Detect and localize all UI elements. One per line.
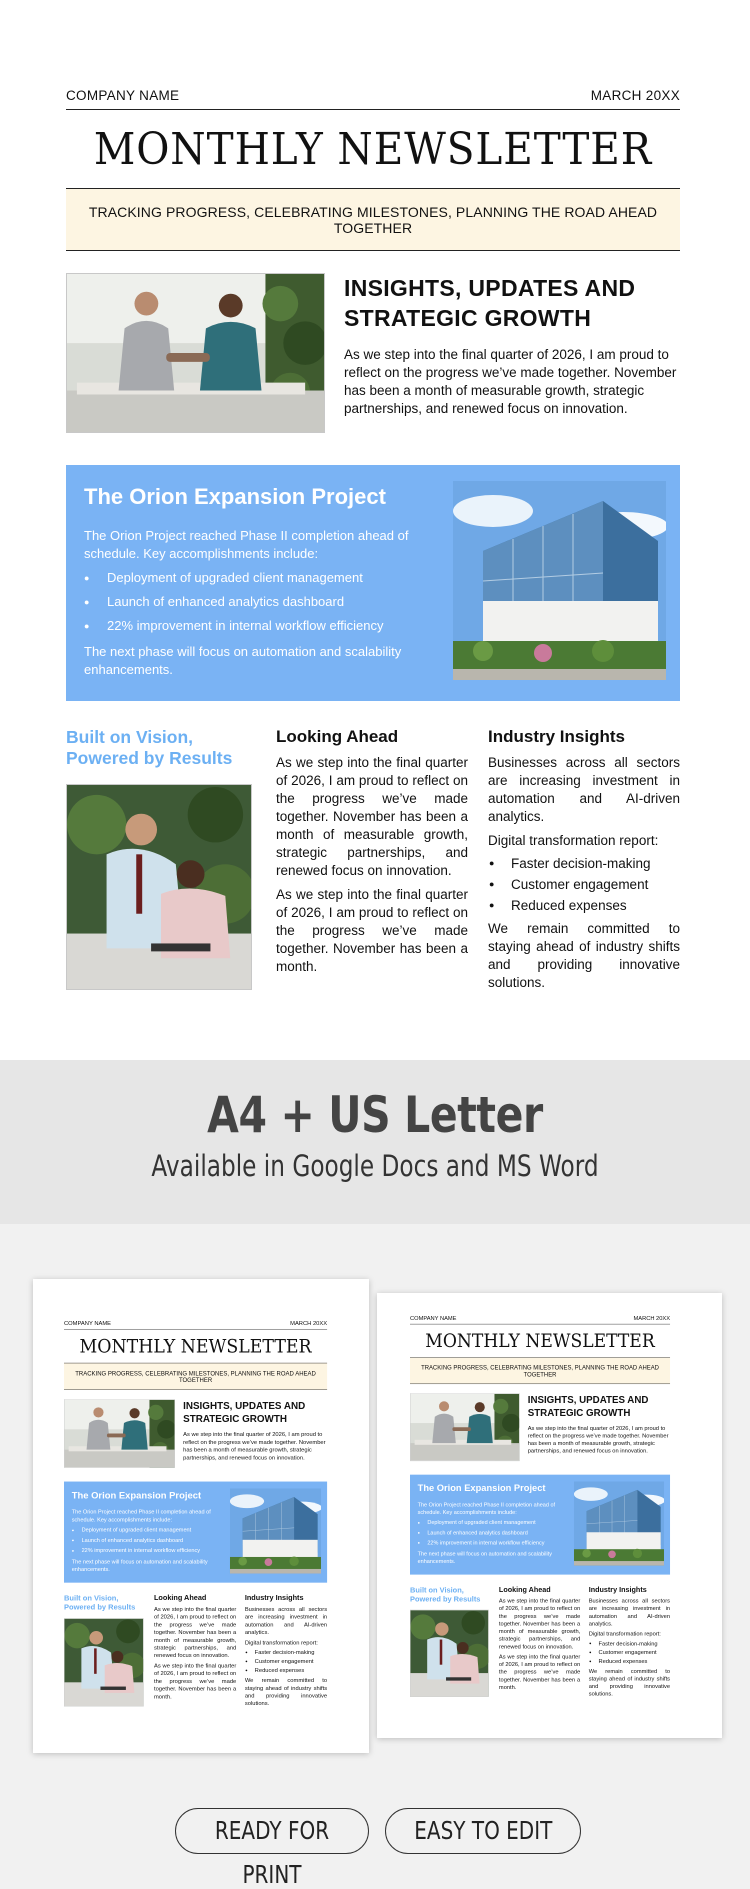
intro-section [64,1399,327,1468]
industry-text-1: Businesses across all sectors are increasing investment in automation and AI-driven analytics. [244,1605,328,1636]
ready-for-print-button[interactable] [175,1808,369,1889]
orion-heading: The Orion Expansion Project [71,1489,202,1501]
three-column-section [410,1586,670,1701]
intro-text: As we step into the final quarter of 2026, I am proud to reflect on the progress we’ve made together. November has been a month of measurable growth, strategic partnerships, and renewed focus on innovation. [527,1424,669,1454]
company-name: COMPANY NAME [410,1315,457,1322]
looking-ahead-heading: Looking Ahead [153,1593,207,1602]
us-letter-preview-thumbnail [377,1293,722,1738]
list-item: ● Customer engagement [488,874,680,895]
intro-section [410,1393,670,1461]
three-column-section [64,1594,327,1710]
vision-heading: Built on Vision, Powered by Results [66,727,233,768]
looking-ahead-text-1: As we step into the final quarter of 2026, I am proud to reflect on the progress we’ve made together. November has been a month of measurable growth, strategic partnerships, and renewed focus on innovation. [153,1605,237,1659]
orion-closing: The next phase will focus on automation and scalability enhancements. [71,1558,208,1573]
looking-ahead-text-2: As we step into the final quarter of 2026, I am proud to reflect on the progress we’ve made together. November has been a month. [153,1662,237,1700]
availability-text: Available in Google Docs and MS Word [151,1149,599,1183]
list-item: ● Reduced expenses [488,895,680,916]
industry-text-1: Businesses across all sectors are increasing investment in automation and AI-driven analytics. [488,755,680,824]
office-building-photo [453,481,666,680]
list-item: ● Launch of enhanced analytics dashboard [84,590,439,614]
issue-date: MARCH 20XX [590,88,680,103]
list-item: ● 22% improvement in internal workflow efficiency [418,1538,568,1548]
industry-text-2: We remain committed to staying ahead of industry shifts and providing innovative solutions. [588,1667,671,1697]
looking-ahead-heading: Looking Ahead [498,1585,551,1594]
industry-insights-heading: Industry Insights [488,727,625,746]
report-label: Digital transformation report: [244,1639,318,1646]
newsletter-title: MONTHLY NEWSLETTER [425,1330,655,1352]
orion-section [410,1475,670,1575]
orion-closing: The next phase will focus on automation and scalability enhancements. [84,644,402,677]
list-item: ● Reduced expenses [245,1666,327,1675]
list-item: ● 22% improvement in internal workflow efficiency [72,1545,224,1555]
list-item: ● Deployment of upgraded client management [418,1517,568,1527]
tagline-banner: TRACKING PROGRESS, CELEBRATING MILESTONES, PLANNING THE ROAD AHEAD TOGETHER [66,188,680,251]
list-item: ● Faster decision-making [589,1639,670,1648]
intro-text: As we step into the final quarter of 2026, I am proud to reflect on the progress we’ve made together. November has been a month of measurable growth, strategic partnerships, and renewed focus on innovation. [183,1430,326,1461]
header-line [66,88,680,110]
team-meeting-photo [64,1618,144,1706]
three-column-section [66,727,680,998]
handshake-photo [410,1393,520,1461]
orion-text: The Orion Project reached Phase II completion ahead of schedule. Key accomplishments include: [71,1508,211,1523]
easy-to-edit-button[interactable] [385,1808,581,1854]
industry-text-2: We remain committed to staying ahead of industry shifts and providing innovative solutions. [244,1676,328,1707]
team-meeting-photo [410,1610,489,1697]
formats-heading: A4 + US Letter [207,1086,543,1144]
orion-list [418,1517,568,1547]
handshake-photo [66,273,325,433]
intro-text: As we step into the final quarter of 2026, I am proud to reflect on the progress we’ve made together. November has been a month of measurable growth, strategic partnerships, and renewed focus on innovation. [344,347,677,416]
vision-heading: Built on Vision, Powered by Results [64,1593,136,1612]
issue-date: MARCH 20XX [290,1320,328,1327]
report-list [488,853,680,916]
list-item: ● Faster decision-making [488,853,680,874]
office-building-photo [230,1488,321,1573]
company-name: COMPANY NAME [64,1320,112,1327]
orion-section [64,1482,327,1583]
industry-insights-heading: Industry Insights [244,1593,304,1602]
industry-text-1: Businesses across all sectors are increasing investment in automation and AI-driven analytics. [588,1597,671,1627]
list-item: ● Launch of enhanced analytics dashboard [418,1528,568,1538]
list-item: ● Customer engagement [245,1657,327,1666]
looking-ahead-text-1: As we step into the final quarter of 2026, I am proud to reflect on the progress we’ve made together. November has been a month of measurable growth, strategic partnerships, and renewed focus on innovation. [276,755,468,878]
industry-text-2: We remain committed to staying ahead of industry shifts and providing innovative solutions. [488,921,680,990]
looking-ahead-text-2: As we step into the final quarter of 2026, I am proud to reflect on the progress we’ve made together. November has been a month. [498,1653,581,1691]
list-item: ● 22% improvement in internal workflow efficiency [84,614,439,638]
report-label: Digital transformation report: [588,1630,661,1637]
easy-to-edit-label: EASY TO EDIT [413,1816,553,1845]
list-item: ● Deployment of upgraded client management [72,1525,224,1535]
list-item: ● Reduced expenses [589,1657,670,1666]
office-building-photo [574,1481,664,1565]
format-banner [0,1060,750,1224]
looking-ahead-heading: Looking Ahead [276,727,399,746]
team-meeting-photo [66,784,252,990]
intro-section [66,273,680,433]
orion-list [84,566,439,638]
orion-section [66,465,680,701]
header-line [410,1315,670,1324]
report-label: Digital transformation report: [488,833,659,848]
intro-heading: INSIGHTS, UPDATES AND STRATEGIC GROWTH [527,1394,649,1418]
list-item: ● Faster decision-making [245,1648,327,1657]
intro-heading: INSIGHTS, UPDATES AND STRATEGIC GROWTH [183,1400,306,1425]
report-list [245,1648,327,1675]
looking-ahead-text-2: As we step into the final quarter of 2026, I am proud to reflect on the progress we’ve made together. November has been a month. [276,887,468,974]
report-list [589,1639,670,1666]
tagline-banner: TRACKING PROGRESS, CELEBRATING MILESTONES, PLANNING THE ROAD AHEAD TOGETHER [410,1357,670,1384]
company-name: COMPANY NAME [66,88,180,103]
list-item: ● Deployment of upgraded client management [84,566,439,590]
vision-heading: Built on Vision, Powered by Results [410,1585,481,1603]
newsletter-title: MONTHLY NEWSLETTER [93,124,653,175]
handshake-photo [64,1399,175,1468]
list-item: ● Launch of enhanced analytics dashboard [72,1535,224,1545]
list-item: ● Customer engagement [589,1648,670,1657]
industry-insights-heading: Industry Insights [588,1585,647,1594]
intro-heading: INSIGHTS, UPDATES AND STRATEGIC GROWTH [344,275,636,331]
orion-heading: The Orion Expansion Project [84,484,386,509]
header-line [64,1320,327,1329]
orion-list [72,1525,224,1556]
orion-closing: The next phase will focus on automation and scalability enhancements. [417,1550,552,1565]
issue-date: MARCH 20XX [633,1315,671,1322]
newsletter-title: MONTHLY NEWSLETTER [79,1335,312,1358]
a4-preview-thumbnail [33,1279,369,1753]
orion-text: The Orion Project reached Phase II completion ahead of schedule. Key accomplishments include: [84,528,409,561]
ready-for-print-label: READY FOR PRINT [214,1816,330,1889]
looking-ahead-text-1: As we step into the final quarter of 2026, I am proud to reflect on the progress we’ve made together. November has been a month of measurable growth, strategic partnerships, and renewed focus on innovation. [498,1597,581,1650]
newsletter-page [66,88,680,998]
tagline-banner: TRACKING PROGRESS, CELEBRATING MILESTONES, PLANNING THE ROAD AHEAD TOGETHER [64,1363,327,1390]
orion-text: The Orion Project reached Phase II completion ahead of schedule. Key accomplishments include: [417,1501,556,1516]
orion-heading: The Orion Expansion Project [417,1482,546,1494]
